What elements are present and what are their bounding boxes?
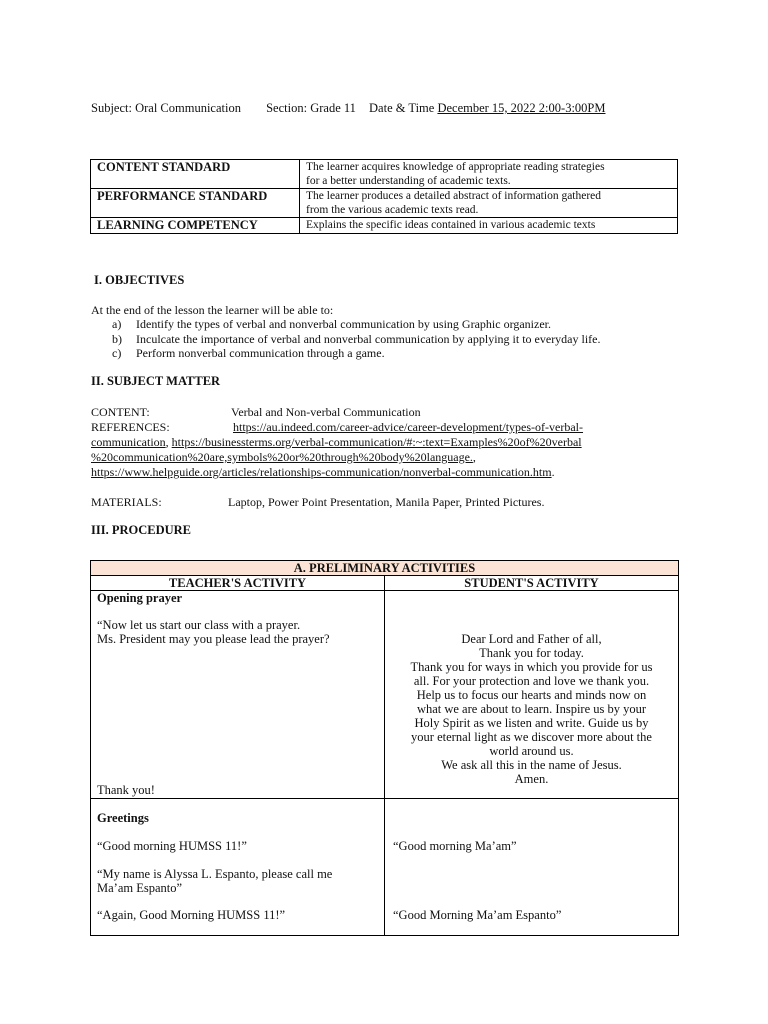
reference-link[interactable]: https://www.helpguide.org/articles/relationships-communication/nonverbal-communication.htm	[91, 465, 552, 479]
datetime-label: Date & Time	[369, 101, 435, 115]
materials-value: Laptop, Power Point Presentation, Manila Paper, Printed Pictures.	[228, 495, 545, 509]
lesson-header	[91, 101, 605, 116]
preliminary-activities-table	[90, 560, 679, 936]
table-row	[91, 799, 679, 936]
table-title-row	[91, 561, 679, 576]
content-standard-label: CONTENT STANDARD	[91, 160, 300, 189]
materials-label: MATERIALS:	[91, 495, 162, 509]
content-label: CONTENT:	[91, 405, 150, 419]
table-header-row	[91, 576, 679, 591]
prayer-line: Help us to focus our hearts and minds now on	[416, 688, 647, 702]
content-standard-line: The learner acquires knowledge of appropriate reading strategies	[306, 161, 605, 173]
list-item	[112, 346, 601, 361]
content-standard-value	[300, 160, 678, 189]
teacher-thanks: Thank you!	[97, 783, 155, 797]
materials-row	[91, 495, 544, 510]
prayer-line: Amen.	[514, 772, 549, 786]
teacher-line: Ma’am Espanto”	[97, 881, 183, 895]
objectives-heading: I. OBJECTIVES	[94, 273, 185, 287]
objectives-intro: At the end of the lesson the learner will be able to:	[91, 303, 334, 317]
list-marker: b)	[112, 331, 122, 346]
reference-link[interactable]: https://au.indeed.com/career-advice/career-development/types-of-verbal-	[233, 420, 584, 434]
standards-row	[91, 189, 678, 218]
student-prayer-cell	[385, 591, 679, 799]
table-title: A. PRELIMINARY ACTIVITIES	[91, 561, 679, 576]
references-label: REFERENCES:	[91, 420, 170, 434]
reference-link[interactable]: https://businessterms.org/verbal-communication/#:~:text=Examples%20of%20verbal	[171, 435, 582, 449]
prayer-line: Holy Spirit as we listen and write. Guide us by	[414, 716, 649, 730]
procedure-heading: III. PROCEDURE	[91, 523, 192, 537]
references-line: %20communication%20are,symbols%20or%20through%20body%20language.,	[91, 450, 476, 464]
teacher-activity-header: TEACHER'S ACTIVITY	[91, 576, 385, 591]
teacher-greetings-cell	[91, 799, 385, 936]
opening-prayer-title: Opening prayer	[97, 591, 183, 605]
prayer-line: your eternal light as we discover more about the	[411, 730, 652, 744]
objectives-list	[112, 317, 601, 361]
teacher-prayer-cell	[91, 591, 385, 799]
datetime-value: December 15, 2022 2:00-3:00PM	[437, 101, 606, 115]
content-row	[91, 405, 421, 420]
student-greetings-cell	[385, 799, 679, 936]
prayer-line: all. For your protection and love we thank you.	[413, 674, 650, 688]
subject-label: Subject: Oral Communication	[91, 101, 241, 115]
teacher-line: Ms. President may you please lead the prayer?	[97, 632, 330, 646]
reference-link[interactable]: %20communication%20are,symbols%20or%20through%20body%20language.	[91, 450, 473, 464]
prayer-line: Thank you for ways in which you provide for us	[410, 660, 653, 674]
list-item	[112, 332, 601, 347]
subject-matter-heading: II. SUBJECT MATTER	[91, 374, 221, 388]
list-marker: c)	[112, 346, 122, 360]
performance-standard-line: The learner produces a detailed abstract of information gathered	[306, 190, 602, 202]
list-item-text: Identify the types of verbal and nonverbal communication by using Graphic organizer.	[136, 317, 551, 331]
list-item	[112, 317, 601, 332]
prayer-line: Dear Lord and Father of all,	[461, 632, 602, 646]
teacher-line: “My name is Alyssa L. Espanto, please call me	[97, 867, 333, 881]
references-line: https://www.helpguide.org/articles/relationships-communication/nonverbal-communication.htm.	[91, 465, 555, 479]
prayer-line: Thank you for today.	[479, 646, 584, 660]
standards-row	[91, 218, 678, 234]
performance-standard-label: PERFORMANCE STANDARD	[91, 189, 300, 218]
list-item-text: Inculcate the importance of verbal and nonverbal communication by applying it to everyday life.	[136, 331, 601, 346]
learning-competency-label: LEARNING COMPETENCY	[91, 218, 300, 234]
table-row	[91, 591, 679, 799]
student-line: “Good morning Ma’am”	[393, 839, 517, 853]
prayer-line: what we are about to learn. Inspire us by your	[416, 702, 647, 716]
performance-standard-line: from the various academic texts read.	[306, 203, 479, 216]
teacher-line: “Again, Good Morning HUMSS 11!”	[97, 908, 286, 922]
student-line: “Good Morning Ma’am Espanto”	[393, 908, 562, 922]
content-standard-line: for a better understanding of academic texts.	[306, 174, 511, 187]
teacher-line: “Good morning HUMSS 11!”	[97, 839, 247, 853]
section-label: Section: Grade 11	[266, 101, 356, 115]
standards-table	[90, 159, 678, 234]
references-row	[91, 420, 583, 435]
prayer-line: We ask all this in the name of Jesus.	[441, 758, 622, 772]
references-line: communication, https://businessterms.org/verbal-communication/#:~:text=Examples%20of%20verbal	[91, 435, 582, 449]
prayer-text	[391, 632, 672, 786]
standards-row	[91, 160, 678, 189]
list-item-text: Perform nonverbal communication through a game.	[136, 346, 385, 360]
prayer-line: world around us.	[489, 744, 574, 758]
performance-standard-value	[300, 189, 678, 218]
student-activity-header: STUDENT'S ACTIVITY	[385, 576, 679, 591]
greetings-title: Greetings	[97, 811, 149, 825]
list-marker: a)	[112, 317, 122, 331]
content-value: Verbal and Non-verbal Communication	[231, 405, 421, 419]
reference-link[interactable]: communication	[91, 435, 166, 449]
teacher-line: “Now let us start our class with a prayer.	[97, 618, 301, 632]
learning-competency-value: Explains the specific ideas contained in various academic texts	[300, 218, 678, 234]
